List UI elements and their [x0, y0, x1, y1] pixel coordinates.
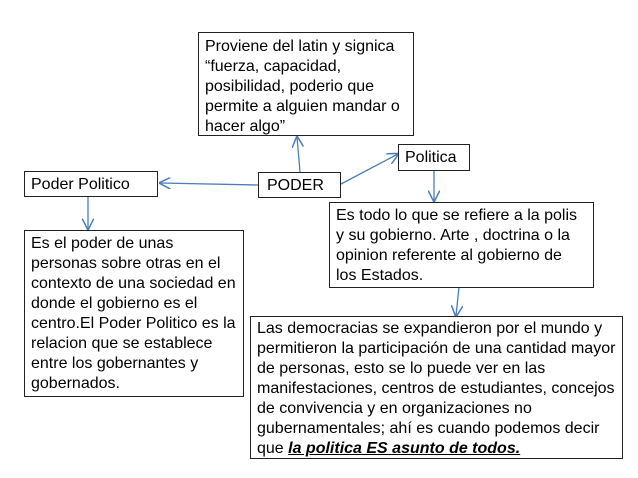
politica-definition-line: opinion referente al gobierno de — [336, 247, 562, 264]
poder-box — [258, 172, 341, 198]
origin-line: hacer algo” — [205, 118, 286, 135]
democracias-line: permitieron la participación de una cantidad mayor — [257, 340, 616, 357]
arrow-poder-to-origin — [297, 137, 300, 172]
origin-line: “fuerza, capacidad, — [205, 58, 342, 75]
poder-politico-definition-line: donde el gobierno es el — [31, 295, 198, 312]
origin-line: posibilidad, poderio que — [205, 78, 375, 95]
democracias-line: manifestaciones, centros de estudiantes, concejos — [257, 380, 615, 397]
arrow-def-to-democracias — [456, 287, 459, 316]
poder-politico-label: Poder Politico — [31, 176, 130, 193]
poder-politico-definition-line: contexto de una sociedad en — [31, 275, 236, 292]
politica-definition-line: Es todo lo que se refiere a la polis — [336, 207, 578, 224]
poder-politico-definition-line: Es el poder de unas — [31, 235, 174, 252]
democracias-box — [250, 316, 623, 459]
democracias-line: de convivencia y en organizaciones no — [257, 400, 532, 417]
origin-line: permite a alguien mandar o — [205, 98, 400, 115]
politica-definition-box — [329, 202, 594, 288]
arrow-poder-to-poder-politico — [160, 183, 258, 185]
politica-label: Politica — [405, 149, 457, 166]
politica-definition-line: los Estados. — [336, 267, 424, 284]
politica-definition-line: y su gobierno. Arte , doctrina o la — [336, 227, 570, 244]
poder-politico-definition-line: entre los gobernantes y — [31, 355, 199, 372]
poder-politico-definition-box — [24, 230, 244, 397]
arrow-poder-to-politica — [341, 154, 398, 184]
origin-box — [198, 32, 414, 136]
democracias-line: Las democracias se expandieron por el mundo y — [257, 320, 603, 337]
democracias-emphasis: la politica ES asunto de todos. — [288, 440, 521, 457]
democracias-line: gubernamentales; ahí es cuando podemos decir — [257, 420, 600, 437]
poder-politico-definition-line: centro.El Poder Politico es la — [31, 315, 236, 332]
democracias-last-line — [257, 439, 616, 459]
poder-label: PODER — [267, 177, 324, 194]
poder-politico-definition-line: personas sobre otras en el — [31, 255, 221, 272]
poder-politico-definition-line: relacion que se establece — [31, 335, 213, 352]
democracias-last-prefix: que — [257, 440, 289, 457]
poder-politico-definition-line: gobernados. — [31, 375, 120, 392]
poder-politico-box — [24, 171, 158, 197]
democracias-line: de personas, esto se lo puede ver en las — [257, 360, 546, 377]
politica-box — [398, 144, 470, 171]
origin-line: Proviene del latin y signica — [205, 38, 395, 55]
